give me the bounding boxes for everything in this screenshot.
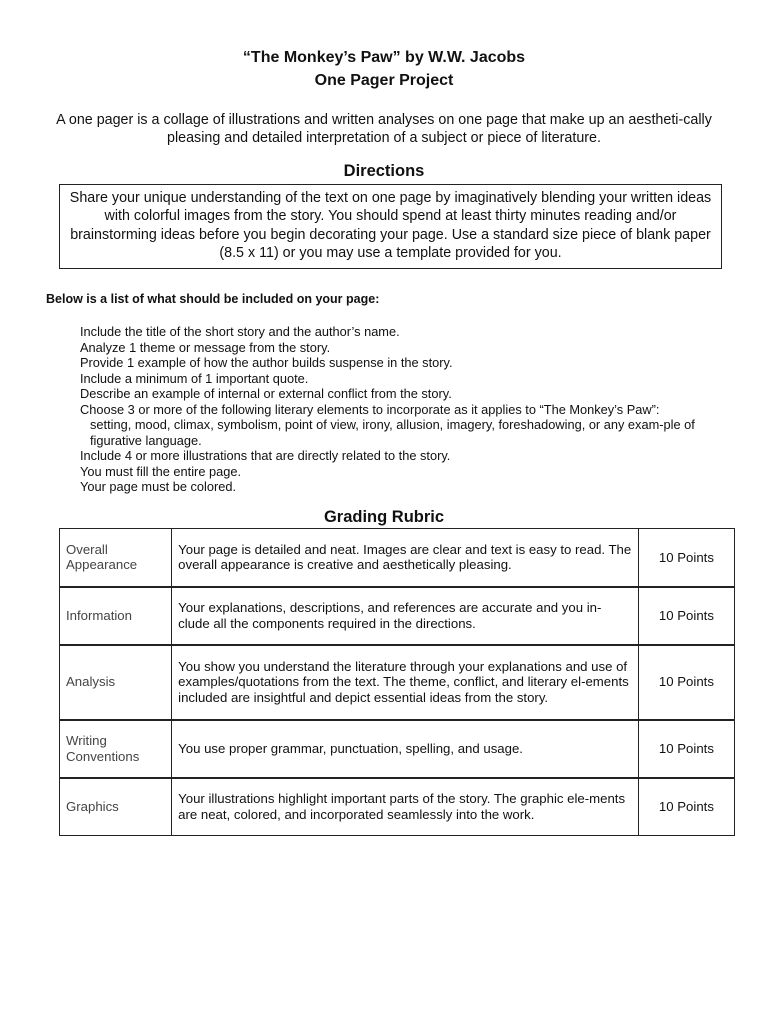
- rubric-row: [60, 778, 735, 836]
- rubric-category: Information: [60, 587, 172, 645]
- directions-text: Share your unique understanding of the text on one page by imaginatively blending your written ideas with colorful images from the story. You should spend at least thirty minutes reading and/or brainstorming ideas before you begin decorating your page. Use a standard size piece of blank paper (8.5 x 11) or you may use a template provided for you.: [69, 190, 712, 261]
- rubric-row: [60, 645, 735, 720]
- directions-heading: Directions: [343, 162, 425, 180]
- rubric-description: You show you understand the literature through your explanations and use of examples/quotations from the text. The theme, conflict, and literary el-ements included are insightful and depict essential ideas from the story.: [172, 645, 639, 720]
- checklist-heading: Below is a list of what should be included on your page:: [46, 292, 380, 306]
- checklist-item: Choose 3 or more of the following literary elements to incorporate as it applies to “The Monkey’s Paw”:: [80, 401, 660, 417]
- directions-box: [59, 184, 722, 269]
- checklist-item: Include 4 or more illustrations that are directly related to the story.: [80, 448, 451, 463]
- rubric-points: 10 Points: [638, 645, 734, 720]
- rubric-description: You use proper grammar, punctuation, spelling, and usage.: [172, 720, 639, 778]
- checklist-item: You must fill the entire page.: [80, 463, 242, 479]
- rubric-heading: Grading Rubric: [323, 508, 445, 526]
- rubric-points: 10 Points: [638, 529, 734, 587]
- checklist-item: Include the title of the short story and the author’s name.: [80, 324, 400, 339]
- rubric-description: Your page is detailed and neat. Images are clear and text is easy to read. The overall appearance is creative and aesthetically pleasing.: [172, 529, 639, 587]
- checklist-item: Include a minimum of 1 important quote.: [80, 370, 309, 386]
- checklist: [80, 324, 725, 495]
- rubric-category: Graphics: [60, 778, 172, 836]
- rubric-row: [60, 720, 735, 778]
- rubric-row: [60, 587, 735, 645]
- rubric-category: Overall Appearance: [60, 529, 172, 587]
- checklist-item: Provide 1 example of how the author builds suspense in the story.: [80, 355, 453, 370]
- document-subtitle: One Pager Project: [314, 72, 454, 89]
- rubric-points: 10 Points: [638, 587, 734, 645]
- rubric-category: Writing Conventions: [60, 720, 172, 778]
- document-title: “The Monkey’s Paw” by W.W. Jacobs: [242, 49, 526, 66]
- checklist-item: Describe an example of internal or external conflict from the story.: [80, 386, 452, 401]
- rubric-category: Analysis: [60, 645, 172, 720]
- rubric-description: Your explanations, descriptions, and references are accurate and you in-clude all the components required in the directions.: [172, 587, 639, 645]
- rubric-points: 10 Points: [638, 720, 734, 778]
- rubric-points: 10 Points: [638, 778, 734, 836]
- intro-paragraph: A one pager is a collage of illustrations and written analyses on one page that make up an aestheti-cally pleasing and detailed interpretation of a subject or piece of literature.: [56, 112, 712, 146]
- rubric-row: [60, 529, 735, 587]
- rubric-description: Your illustrations highlight important parts of the story. The graphic ele-ments are neat, colored, and incorporated seamlessly into the work.: [172, 778, 639, 836]
- grading-rubric-table: [59, 528, 735, 836]
- checklist-item: Analyze 1 theme or message from the story.: [80, 339, 331, 355]
- checklist-subitem: setting, mood, climax, symbolism, point of view, irony, allusion, imagery, foreshadowing, or any exam-ple of figurative language.: [90, 417, 695, 448]
- checklist-item: Your page must be colored.: [80, 479, 237, 494]
